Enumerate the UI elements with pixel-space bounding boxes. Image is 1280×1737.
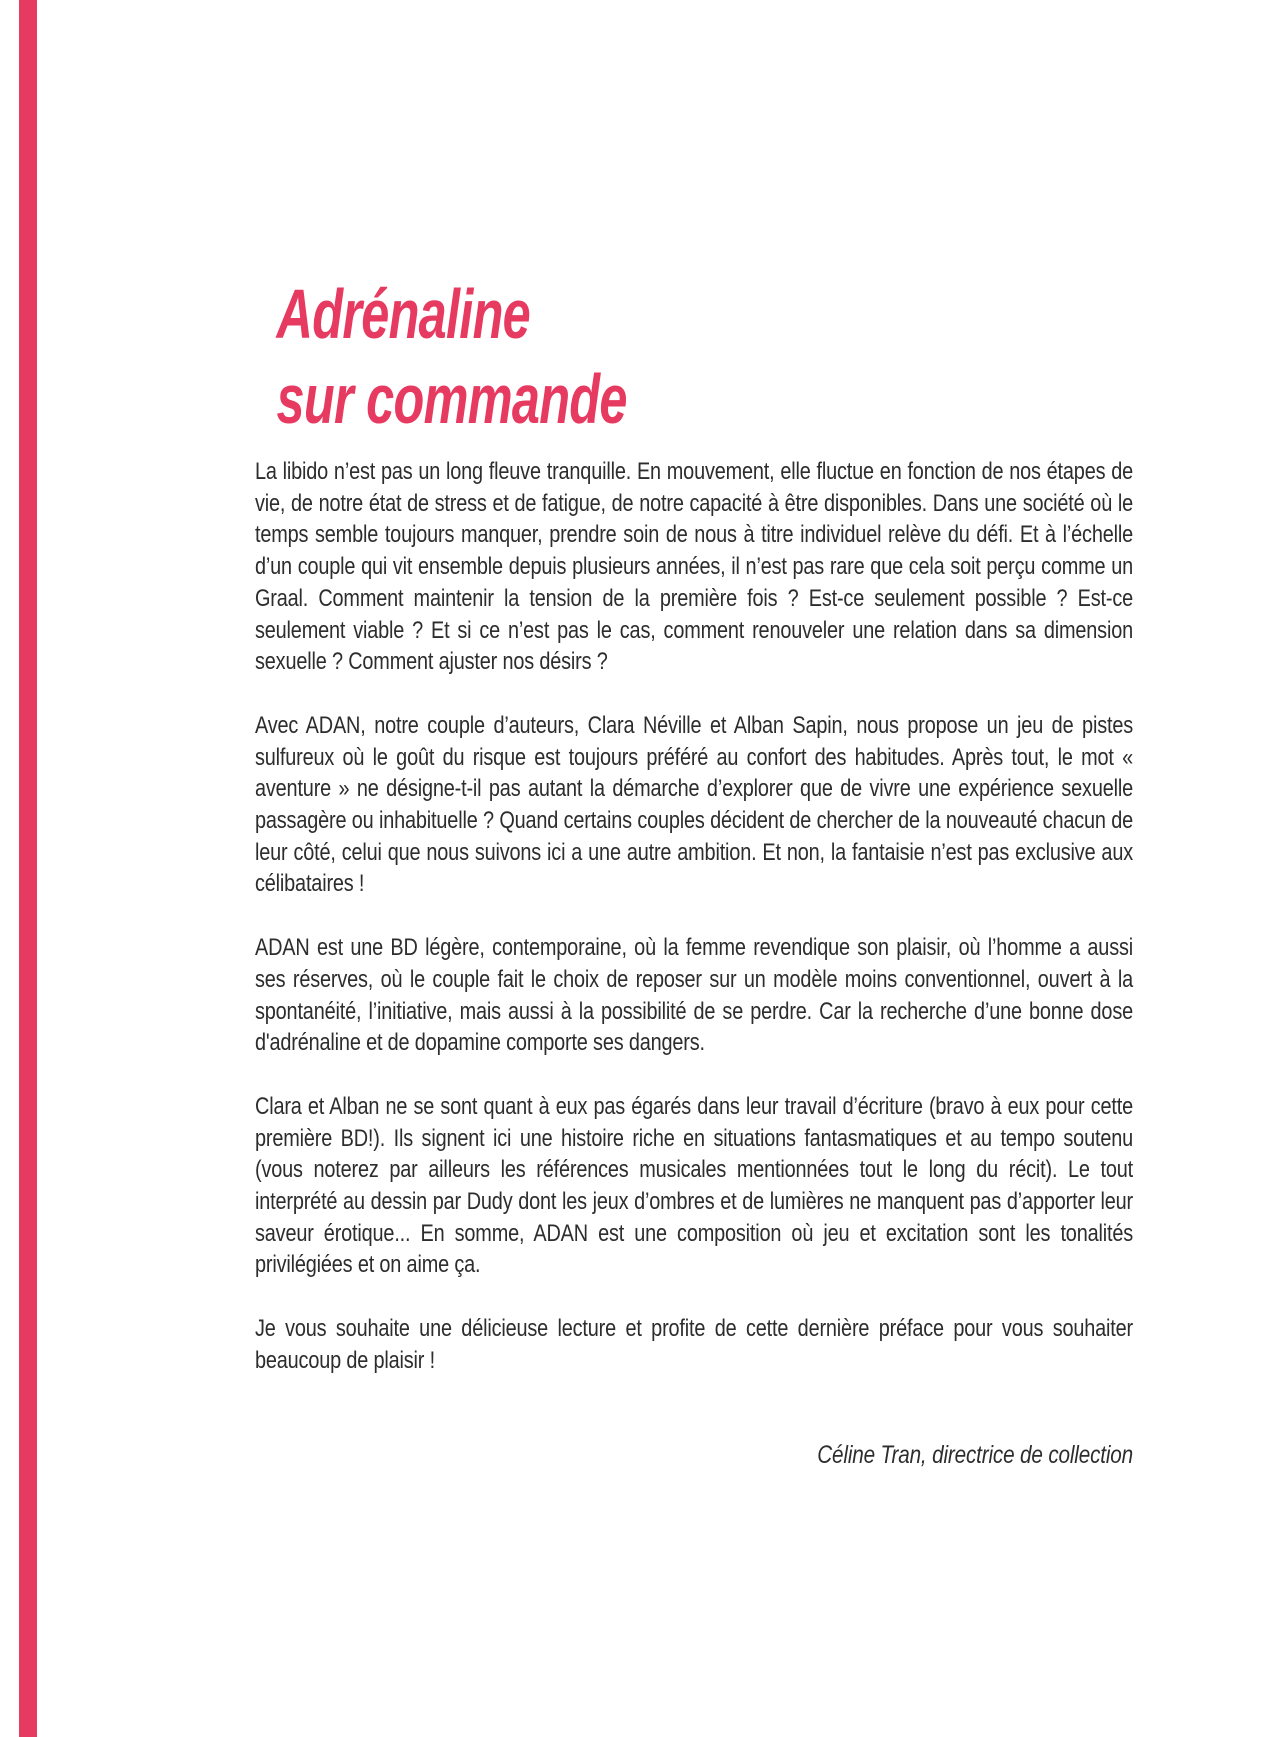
page-edge-accent-stripe bbox=[19, 0, 37, 1737]
page-title-line-1: Adrénaline bbox=[276, 275, 531, 353]
signature: Céline Tran, directrice de collection bbox=[817, 1440, 1133, 1469]
preface-paragraph: ADAN est une BD légère, contemporaine, où la femme revendique son plaisir, où l’homme a aussi ses réserves, où le couple fait le choix de reposer sur un modèle moins conventionnel, ouvert à la spontanéité, l’initiative, mais aussi à la possibilité de se perdre. Car la recherche d’une bonne dose d'adrénaline et de dopamine comporte ses dangers. bbox=[255, 934, 1133, 1057]
preface-paragraph: La libido n’est pas un long fleuve tranquille. En mouvement, elle fluctue en fonction de nos étapes de vie, de notre état de stress et de fatigue, de notre capacité à être disponibles. Dans une société où le temps semble toujours manquer, prendre soin de nous à titre individuel relève du défi. Et à l’échelle d’un couple qui vit ensemble depuis plusieurs années, il n’est pas rare que cela soit perçu comme un Graal. Comment maintenir la tension de la première fois ? Est-ce seulement possible ? Est-ce seulement viable ? Et si ce n’est pas le cas, comment renouveler une relation dans sa dimension sexuelle ? Comment ajuster nos désirs ? bbox=[255, 458, 1133, 676]
preface-paragraph: Je vous souhaite une délicieuse lecture et profite de cette dernière préface pour vous souhaiter beaucoup de plaisir ! bbox=[255, 1315, 1133, 1374]
page-title bbox=[277, 272, 1133, 442]
text-column bbox=[255, 272, 1133, 1471]
preface-body bbox=[255, 456, 1133, 1377]
preface-paragraph: Clara et Alban ne se sont quant à eux pas égarés dans leur travail d’écriture (bravo à eux pour cette première BD!). Ils signent ici une histoire riche en situations fantasmatiques et au tempo soutenu (vous noterez par ailleurs les références musicales mentionnées tout le long du récit). Le tout interprété au dessin par Dudy dont les jeux d’ombres et de lumières ne manquent pas d’apporter leur saveur érotique... En somme, ADAN est une composition où jeu et excitation sont les tonalités privilégiées et on aime ça. bbox=[255, 1092, 1133, 1279]
preface-paragraph: Avec ADAN, notre couple d’auteurs, Clara Néville et Alban Sapin, nous propose un jeu de pistes sulfureux où le goût du risque est toujours préféré au confort des habitudes. Après tout, le mot « aventure » ne désigne-t-il pas autant la démarche d’explorer que de vivre une expérience sexuelle passagère ou inhabituelle ? Quand certains couples décident de chercher de la nouveauté chacun de leur côté, celui que nous suivons ici a une autre ambition. Et non, la fantaisie n’est pas exclusive aux célibataires ! bbox=[255, 711, 1133, 898]
page-title-line-2: sur commande bbox=[276, 360, 627, 438]
